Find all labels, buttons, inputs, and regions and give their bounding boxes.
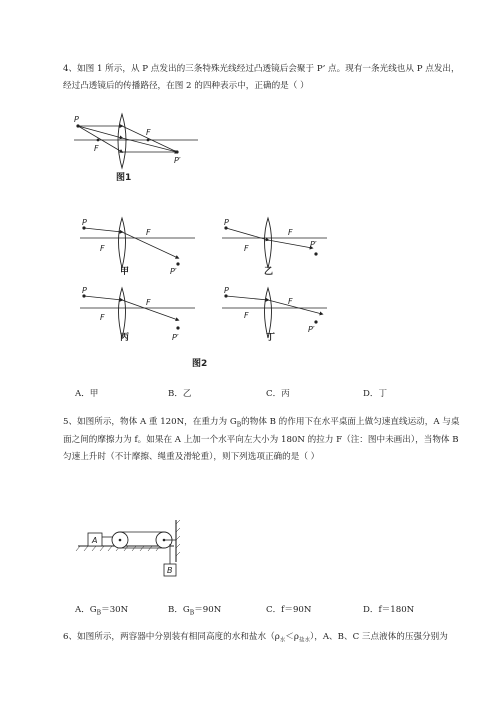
bing-label-Pprime: P′ [172,333,179,342]
figure-2-panel-jia [80,218,200,278]
yi-label-Pprime: P′ [310,240,317,249]
bing-label-P: P [82,286,87,295]
panel-caption-bing: 丙 [120,333,130,343]
ding-label-Pprime: P′ [308,325,315,334]
figure-2-panel-bing [80,288,200,348]
jia-label-Pprime: P′ [170,267,177,276]
panel-caption-yi: 乙 [264,267,274,277]
q6-line1: 6、如图所示，两容器中分别装有相同高度的水和盐水$(\rho_水<\rho_{盐水})$，A、B、C 三点液体的压强分别为 [63,632,448,644]
fig1-label-Pprime: P′ [174,156,181,165]
q5-option-c[interactable]: C．f＝90N [266,605,312,615]
q5-pulley-figure [78,524,188,584]
q4-option-b[interactable]: B．乙 [168,389,192,399]
figure-2-panel-yi [222,218,342,278]
q4-option-a[interactable]: A．甲 [75,389,99,399]
panel-caption-jia: 甲 [120,267,130,277]
q5-option-a[interactable]: A．$G_B=30N$ [75,605,129,617]
q5-line1: 5、如图所示，物体 A 重 120N，在重力为 $G_B$的物体 B 的作用下在水平桌面上做匀速直线运动，A 与桌 [63,417,460,429]
block-b-label: B [167,566,173,575]
fig1-label-F-left: F [94,144,99,153]
yi-label-F-left: F [244,244,249,253]
jia-label-F-right: F [146,228,151,237]
ding-label-P: P [224,286,229,295]
figure-1 [70,110,200,183]
q4-option-d[interactable]: D．丁 [363,389,388,399]
figure-2-caption [190,354,230,370]
fig1-label-F-right: F [146,128,151,137]
figure-2-panel-ding [222,288,342,348]
q4-option-c[interactable]: C．丙 [266,389,290,399]
fig1-caption: 图1 [116,173,132,183]
q4-line1: 4、如图 1 所示，从 P 点发出的三条特殊光线经过凸透镜后会聚于 P’ 点。现有一条光线也从 P 点发出， [63,64,460,74]
ding-label-F-right: F [288,297,293,306]
q5-option-d[interactable]: D．f＝180N [363,605,415,615]
bing-label-F-right: F [146,298,151,307]
jia-label-F-left: F [100,244,105,253]
fig1-label-P: P [74,115,79,124]
svg-text:图2: 图2 [192,359,208,369]
yi-label-P: P [224,218,229,227]
block-a-label: A [92,536,98,545]
q4-line2: 经过凸透镜后的传播路径，在图 2 的四种表示中，正确的是（ ） [63,81,309,91]
jia-label-P: P [82,218,87,227]
yi-label-F-right: F [288,228,293,237]
q5-line3: 匀速上升时（不计摩擦、绳重及滑轮重），则下列选项正确的是（ ） [63,452,320,462]
bing-label-F-left: F [100,313,105,322]
panel-caption-ding: 丁 [266,333,276,343]
ding-label-F-left: F [244,311,249,320]
q5-line2: 面之间的摩擦力为 f。如果在 A 上加一个水平向左大小为 180N 的拉力 F（注：图中未画出），当物体 B [63,435,459,445]
q5-option-b[interactable]: B．$G_B=90N$ [168,605,222,617]
